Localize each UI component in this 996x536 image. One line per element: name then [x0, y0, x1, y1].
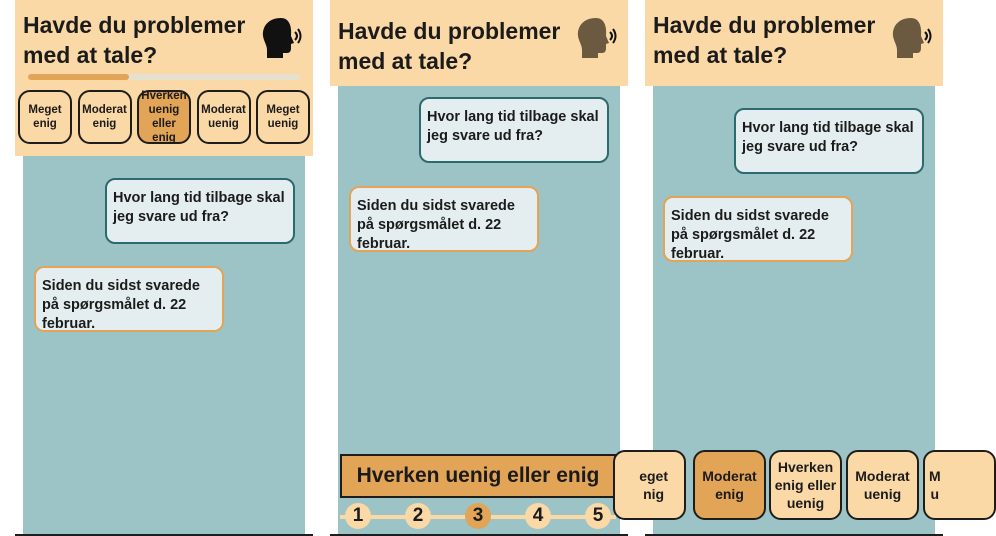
slider-step-2[interactable]: 2 [405, 503, 431, 529]
carousel-option-button[interactable]: Moderat uenig [846, 450, 919, 520]
question-title: Havde du problemer med at tale? [23, 12, 246, 68]
speaking-head-icon[interactable] [889, 14, 935, 60]
progress-fill [28, 74, 129, 80]
answer-option-button[interactable]: Moderat enig [78, 90, 132, 144]
carousel-option-button[interactable]: Hverken enig eller uenig [769, 450, 842, 520]
carousel-option-button[interactable]: eget nig [613, 450, 686, 520]
speaking-head-icon[interactable] [574, 14, 620, 60]
slider-step-3[interactable]: 3 [465, 503, 491, 529]
screen-slider [330, 0, 628, 536]
answer-options [18, 90, 312, 148]
question-header [645, 0, 943, 86]
progress-bar [28, 74, 300, 80]
chat-bubble-answer: Siden du sidst svarede på spørgsmålet d. 22 februar. [663, 196, 853, 262]
carousel-option-button[interactable]: Moderat enig [693, 450, 766, 520]
chat-bubble-question[interactable]: Hvor lang tid tilbage skal jeg svare ud fra? [105, 178, 295, 244]
answer-option-button[interactable]: Meget uenig [256, 90, 310, 144]
slider-step-4[interactable]: 4 [525, 503, 551, 529]
answer-option-button[interactable]: Moderat uenig [197, 90, 251, 144]
answer-option-button[interactable]: Meget enig [18, 90, 72, 144]
speaking-head-icon[interactable] [259, 14, 305, 60]
question-title: Havde du problemer med at tale? [338, 18, 561, 74]
chat-bubble-question[interactable]: Hvor lang tid tilbage skal jeg svare ud fra? [419, 97, 609, 163]
screen-option-buttons [15, 0, 313, 536]
question-header [15, 0, 313, 156]
chat-bubble-answer: Siden du sidst svarede på spørgsmålet d. 22 februar. [34, 266, 224, 332]
slider-step-1[interactable]: 1 [345, 503, 371, 529]
answer-slider[interactable] [340, 500, 616, 532]
selected-answer-label: Hverken uenig eller enig [340, 454, 616, 498]
answer-carousel[interactable] [639, 450, 943, 522]
chat-bubble-answer: Siden du sidst svarede på spørgsmålet d. 22 februar. [349, 186, 539, 252]
question-title: Havde du problemer med at tale? [653, 12, 876, 68]
answer-option-button[interactable]: Hverken uenig eller enig [137, 90, 191, 144]
carousel-option-button[interactable]: M u [923, 450, 996, 520]
slider-step-5[interactable]: 5 [585, 503, 611, 529]
screen-carousel [639, 0, 943, 536]
question-header [330, 0, 628, 86]
chat-bubble-question[interactable]: Hvor lang tid tilbage skal jeg svare ud fra? [734, 108, 924, 174]
